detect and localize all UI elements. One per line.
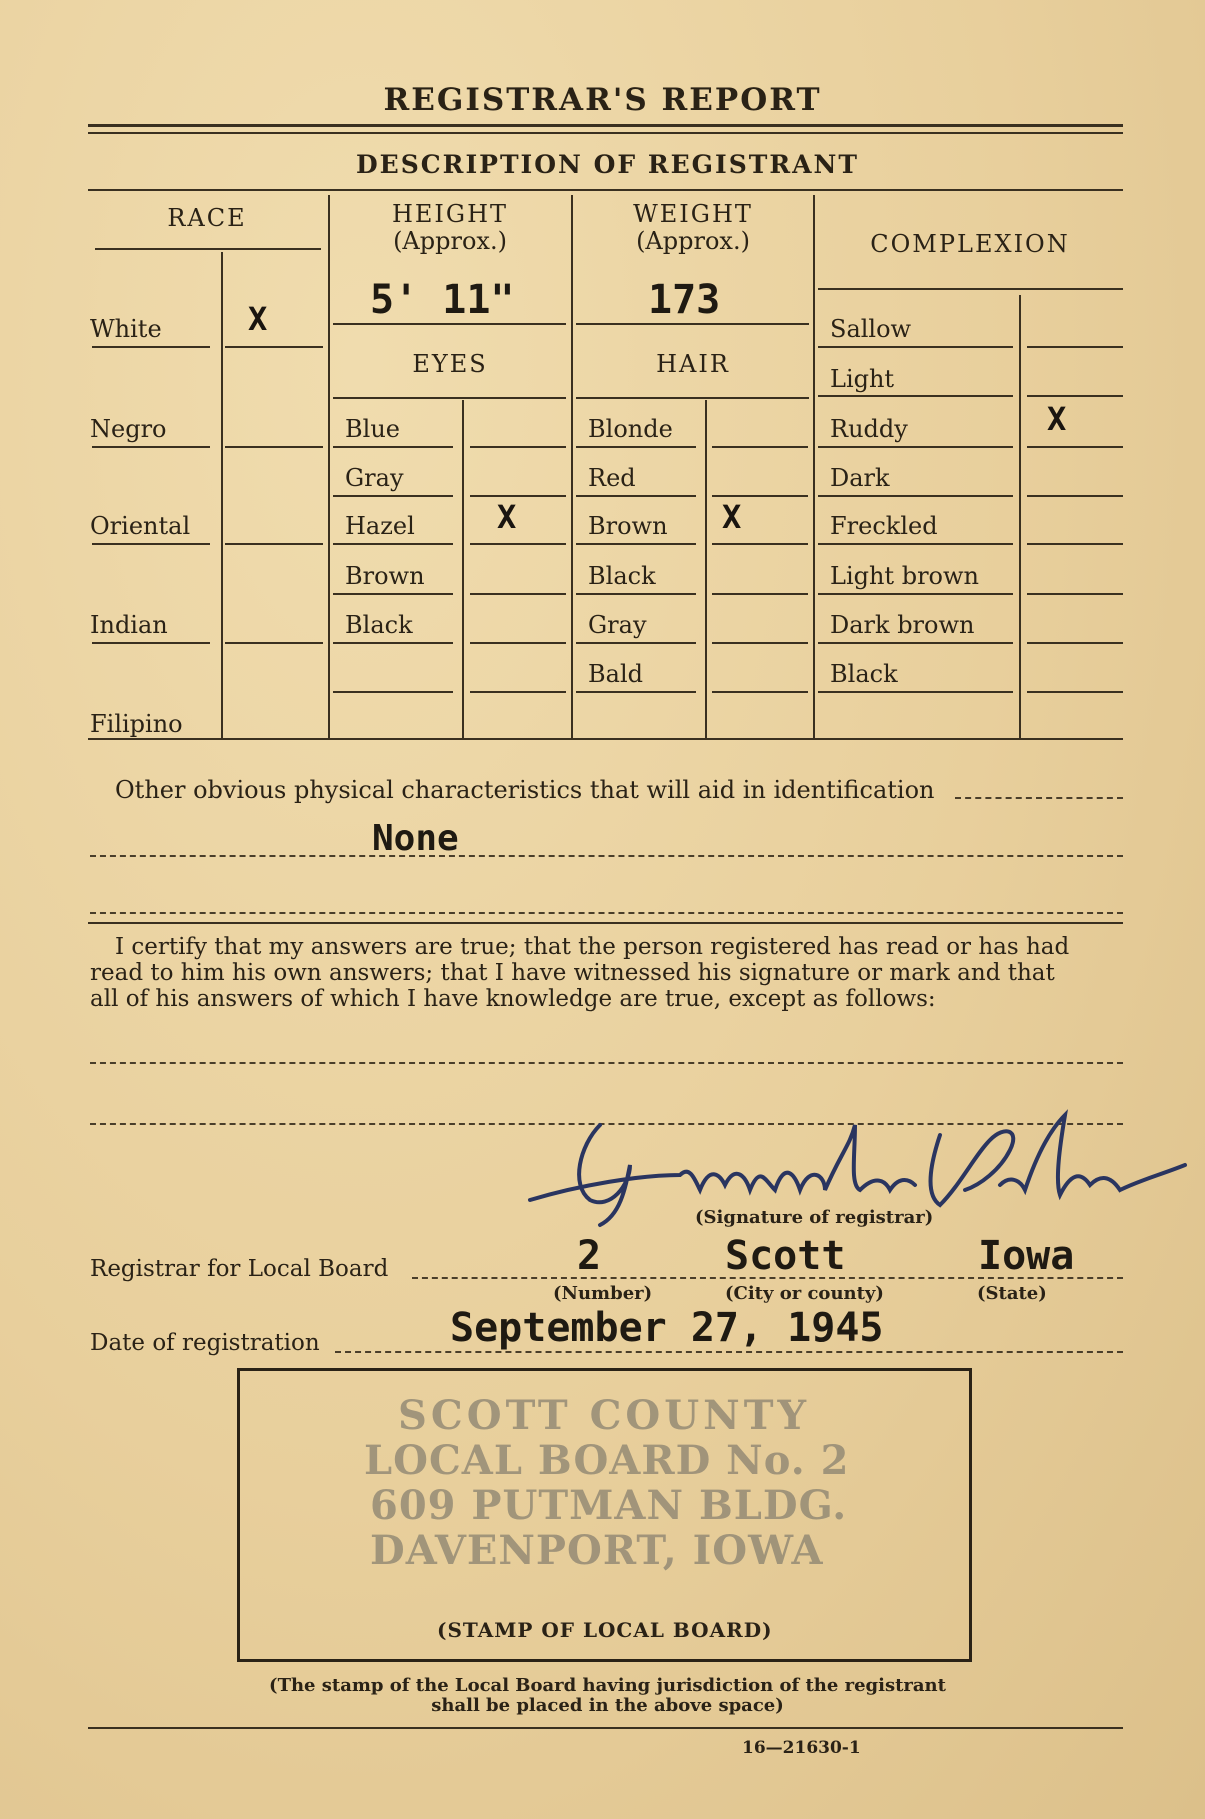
complexion-row-rule <box>1027 395 1123 397</box>
subtitle-rule <box>88 189 1123 191</box>
complexion-row-rule <box>1027 593 1123 595</box>
complexion-row-rule <box>1027 691 1123 693</box>
weight-value: 173 <box>648 277 721 323</box>
stamp-line-3: 609 PUTMAN BLDG. <box>370 1482 848 1529</box>
hair-row-rule <box>712 543 808 545</box>
eyes-brown: Brown <box>345 562 425 590</box>
eyes-row-rule <box>333 642 453 644</box>
form-number: 16—21630-1 <box>742 1738 861 1758</box>
complexion-row-rule <box>818 691 1013 693</box>
eyes-row-rule <box>470 642 566 644</box>
certification-line-1: I certify that my answers are true; that the person registered has read or has had <box>115 934 1070 960</box>
hair-row-rule <box>712 691 808 693</box>
race-white-mark: X <box>248 300 268 338</box>
eyes-row-rule <box>470 446 566 448</box>
stamp-line-1: SCOTT COUNTY <box>398 1392 811 1439</box>
race-row-rule <box>92 642 210 644</box>
hair-row-rule <box>576 446 696 448</box>
complexion-row-rule <box>818 346 1013 348</box>
complexion-row-rule <box>818 395 1013 397</box>
race-indian: Indian <box>90 611 168 639</box>
complexion-row-rule <box>818 593 1013 595</box>
race-row-rule <box>225 446 323 448</box>
hair-brown-mark: X <box>722 498 742 536</box>
height-value: 5' 11" <box>370 277 515 323</box>
hair-row-rule <box>712 593 808 595</box>
report-title: REGISTRAR'S REPORT <box>383 82 822 118</box>
complexion-dark-brown: Dark brown <box>830 611 975 639</box>
complexion-freckled: Freckled <box>830 512 938 540</box>
weight-value-rule <box>576 323 809 325</box>
hair-row-rule <box>576 691 696 693</box>
eyes-row-rule <box>470 495 566 497</box>
hair-header: HAIR <box>656 350 730 378</box>
hair-row-rule <box>576 642 696 644</box>
eyes-row-rule <box>333 495 453 497</box>
eyes-row-rule <box>333 593 453 595</box>
complexion-light: Light <box>830 365 895 393</box>
height-value-rule <box>333 323 566 325</box>
hair-gray: Gray <box>588 611 647 639</box>
divider-complexion-check <box>1019 295 1021 738</box>
complexion-row-rule <box>818 446 1013 448</box>
section-rule <box>88 922 1123 924</box>
eyes-row-rule <box>333 446 453 448</box>
divider-race-height <box>328 195 330 738</box>
eyes-row-rule <box>470 691 566 693</box>
race-row-rule <box>92 543 210 545</box>
divider-eyes-check <box>462 400 464 738</box>
eyes-gray: Gray <box>345 464 404 492</box>
dashed-line <box>90 1062 1123 1064</box>
hair-black: Black <box>588 562 656 590</box>
race-row-rule <box>225 543 323 545</box>
dashed-line <box>90 855 1123 857</box>
title-rule-1 <box>88 124 1123 127</box>
other-characteristics-label: Other obvious physical characteristics that will aid in identification <box>115 776 935 804</box>
hair-row-rule <box>576 543 696 545</box>
complexion-header: COMPLEXION <box>870 230 1070 258</box>
hair-header-rule <box>576 397 809 399</box>
complexion-ruddy: Ruddy <box>830 415 908 443</box>
race-header: RACE <box>167 204 247 232</box>
eyes-black: Black <box>345 611 413 639</box>
divider-weight-complexion <box>813 195 815 738</box>
race-row-rule <box>92 446 210 448</box>
complexion-row-rule <box>1027 346 1123 348</box>
hair-row-rule <box>712 446 808 448</box>
eyes-header-rule <box>333 397 566 399</box>
eyes-blue: Blue <box>345 415 400 443</box>
local-board-state: Iowa <box>978 1233 1075 1279</box>
eyes-row-rule <box>333 543 453 545</box>
certification-line-2: read to him his own answers; that I have witnessed his signature or mark and that <box>90 960 1055 986</box>
complexion-row-rule <box>1027 495 1123 497</box>
complexion-dark: Dark <box>830 464 890 492</box>
footer-rule <box>88 1727 1123 1729</box>
local-board-number: 2 <box>577 1233 602 1279</box>
hair-row-rule <box>712 642 808 644</box>
date-label: Date of registration <box>90 1330 320 1356</box>
city-label: (City or county) <box>725 1283 884 1304</box>
race-row-rule <box>92 346 210 348</box>
stamp-line-4: DAVENPORT, IOWA <box>370 1527 824 1574</box>
eyes-row-rule <box>470 543 566 545</box>
complexion-light-brown: Light brown <box>830 562 979 590</box>
other-characteristics-line <box>955 797 1123 799</box>
complexion-row-rule <box>818 543 1013 545</box>
weight-header: WEIGHT <box>633 200 753 228</box>
race-oriental: Oriental <box>90 512 191 540</box>
signature-label: (Signature of registrar) <box>695 1207 934 1228</box>
hair-bald: Bald <box>588 660 643 688</box>
race-header-rule <box>95 248 321 250</box>
eyes-row-rule <box>470 593 566 595</box>
hair-row-rule <box>712 495 808 497</box>
complexion-row-rule <box>818 642 1013 644</box>
hair-row-rule <box>576 593 696 595</box>
table-bottom-rule <box>88 738 1123 740</box>
complexion-row-rule <box>818 495 1013 497</box>
weight-sub-header: (Approx.) <box>636 227 750 255</box>
number-label: (Number) <box>553 1283 653 1304</box>
dashed-line <box>90 912 1123 914</box>
race-filipino: Filipino <box>90 710 183 738</box>
complexion-row-rule <box>1027 642 1123 644</box>
race-row-rule <box>225 642 323 644</box>
hair-red: Red <box>588 464 636 492</box>
eyes-row-rule <box>333 691 453 693</box>
date-line <box>335 1351 1123 1353</box>
divider-hair-check <box>705 400 707 738</box>
race-white: White <box>90 315 162 343</box>
eyes-header: EYES <box>412 350 488 378</box>
complexion-header-rule <box>818 288 1123 290</box>
hair-row-rule <box>576 495 696 497</box>
state-label: (State) <box>977 1283 1047 1304</box>
certification-line-3: all of his answers of which I have knowledge are true, except as follows: <box>90 986 936 1012</box>
footer-note-line-2: shall be placed in the above space) <box>431 1695 784 1716</box>
complexion-ruddy-mark: X <box>1047 400 1067 438</box>
height-sub-header: (Approx.) <box>393 227 507 255</box>
eyes-hazel-mark: X <box>497 498 517 536</box>
complexion-black: Black <box>830 660 898 688</box>
hair-brown: Brown <box>588 512 668 540</box>
divider-race-check <box>221 252 223 738</box>
complexion-sallow: Sallow <box>830 315 912 343</box>
race-row-rule <box>225 346 323 348</box>
divider-height-weight <box>571 195 573 738</box>
description-subtitle: DESCRIPTION OF REGISTRANT <box>356 150 859 179</box>
race-negro: Negro <box>90 415 167 443</box>
stamp-line-2: LOCAL BOARD No. 2 <box>364 1437 850 1484</box>
other-characteristics-value: None <box>372 818 459 859</box>
hair-blonde: Blonde <box>588 415 673 443</box>
local-board-city: Scott <box>725 1233 846 1279</box>
stamp-caption: (STAMP OF LOCAL BOARD) <box>437 1618 773 1642</box>
local-board-label: Registrar for Local Board <box>90 1256 389 1282</box>
title-rule-2 <box>88 132 1123 134</box>
eyes-hazel: Hazel <box>345 512 415 540</box>
complexion-row-rule <box>1027 543 1123 545</box>
footer-note-line-1: (The stamp of the Local Board having jurisdiction of the registrant <box>269 1675 946 1696</box>
complexion-row-rule <box>1027 446 1123 448</box>
date-value: September 27, 1945 <box>450 1305 884 1351</box>
height-header: HEIGHT <box>391 200 509 228</box>
